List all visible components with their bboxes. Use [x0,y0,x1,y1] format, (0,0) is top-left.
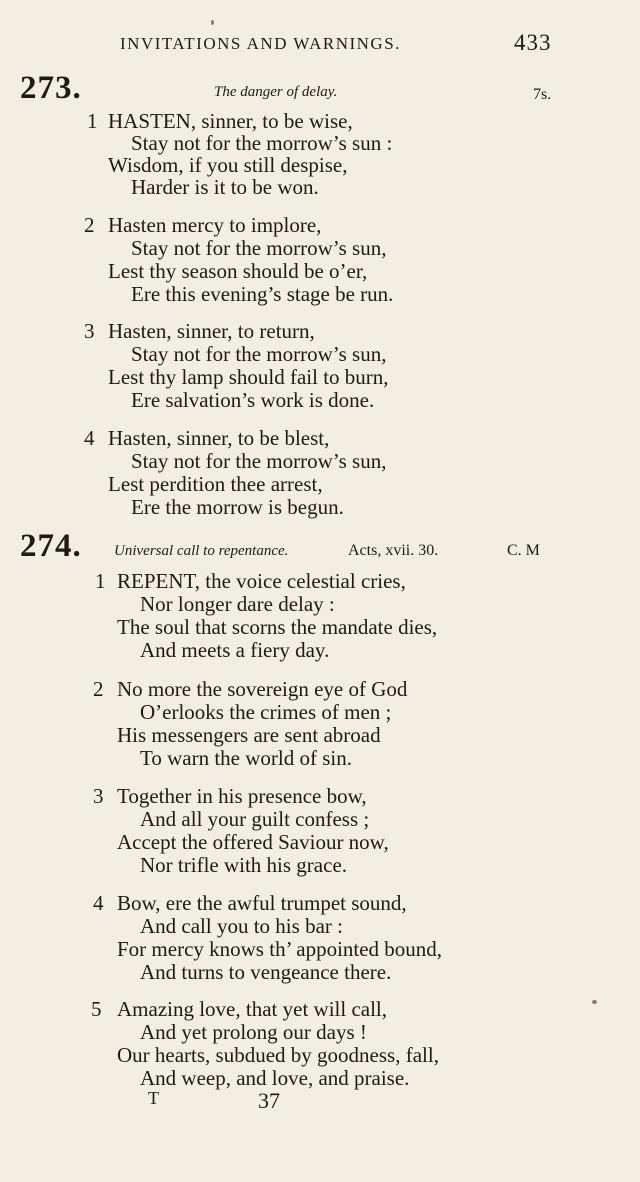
verse-line: Stay not for the morrow’s sun, [131,342,387,366]
verse-line: Stay not for the morrow’s sun : [131,131,393,155]
verse-line: Accept the offered Saviour now, [117,830,389,854]
footer-number: 37 [258,1088,280,1113]
verse-line: Our hearts, subdued by goodness, fall, [117,1043,439,1067]
verse-line: Hasten mercy to implore, [108,213,322,237]
verse-number: 4 [84,426,95,450]
verse-number: 3 [93,784,104,808]
paper-blemish [211,20,214,25]
verse-line: And weep, and love, and praise. [140,1066,410,1090]
verse-line: O’erlooks the crimes of men ; [140,700,392,724]
paper-blemish [592,1000,597,1004]
verse-line: Nor trifle with his grace. [140,853,348,877]
verse-line: Wisdom, if you still despise, [108,153,348,177]
verse-number: 2 [84,213,95,237]
verse-line: No more the sovereign eye of God [117,677,408,701]
verse-line: Nor longer dare delay : [140,592,335,616]
verse-line: Ere this evening’s stage be run. [131,282,394,306]
verse-line: Hasten, sinner, to return, [108,319,315,343]
verse-line: And all your guilt confess ; [140,807,370,831]
verse-line: Ere the morrow is begun. [131,495,344,519]
verse-line: Together in his presence bow, [117,784,367,808]
hymn-meter: 7s. [533,86,552,103]
verse-line: For mercy knows th’ appointed bound, [117,937,443,961]
verse-number: 2 [93,677,104,701]
hymn-title: Universal call to repentance. [114,543,289,559]
verse-line: Lest perdition thee arrest, [108,472,323,496]
scripture-reference: Acts, xvii. 30. [348,542,439,559]
verse-line: And turns to vengeance there. [140,960,392,984]
verse-line: The soul that scorns the mandate dies, [117,615,438,639]
hymn-title: The danger of delay. [214,84,338,100]
verse-line: Stay not for the morrow’s sun, [131,236,387,260]
verse-line: Harder is it to be won. [131,175,319,199]
verse-number: 5 [91,997,102,1021]
verse-line: Bow, ere the awful trumpet sound, [117,891,407,915]
page-number: 433 [514,30,552,55]
verse-line: Amazing love, that yet will call, [117,997,388,1021]
verse-number: 3 [84,319,95,343]
verse-line: And call you to his bar : [140,914,343,938]
verse-line: His messengers are sent abroad [117,723,381,747]
verse-line: Ere salvation’s work is done. [131,388,375,412]
verse-line: Lest thy lamp should fail to burn, [108,365,389,389]
verse-line: Stay not for the morrow’s sun, [131,449,387,473]
verse-number: 1 [95,569,106,593]
hymn-meter: C. M [507,542,540,559]
verse-line: And meets a fiery day. [140,638,330,662]
signature-mark: T [148,1088,159,1108]
hymn-number: 273. [20,70,82,106]
verse-line: HASTEN, sinner, to be wise, [108,109,353,133]
verse-line: REPENT, the voice celestial cries, [117,569,406,593]
verse-number: 4 [93,891,104,915]
verse-number: 1 [87,109,98,133]
hymn-number: 274. [20,528,82,564]
verse-line: Lest thy season should be o’er, [108,259,368,283]
verse-line: Hasten, sinner, to be blest, [108,426,330,450]
verse-line: And yet prolong our days ! [140,1020,367,1044]
running-title: INVITATIONS AND WARNINGS. [120,34,401,53]
verse-line: To warn the world of sin. [140,746,352,770]
